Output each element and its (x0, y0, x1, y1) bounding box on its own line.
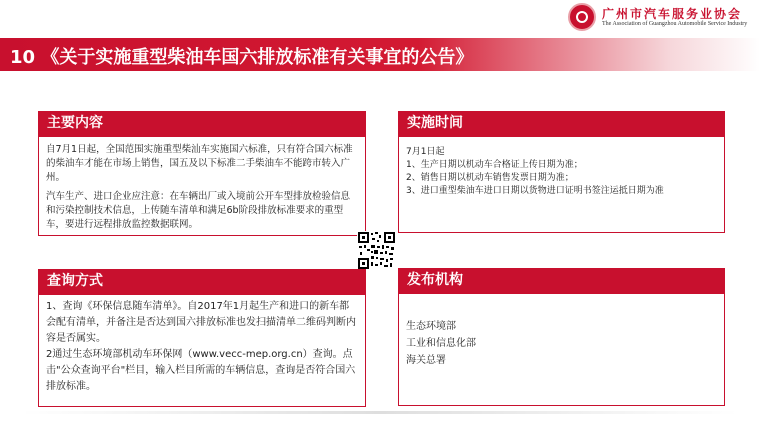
query-heading: 查询方式 (38, 269, 366, 294)
title-bar (0, 38, 760, 71)
query-paragraph: 1、查询《环保信息随车清单》。自2017年1月起生产和进口的新车都会配有清单，并备注是否达到国六排放标准也发扫描清单二维码判断内容是否属实。 (46, 301, 356, 344)
main-content-paragraph: 汽车生产、进口企业应注意：在车辆出厂或入境前公开车型排放检验信息和污染控制技术信息，上传随车清单和满足6b阶段排放标准要求的重型车，要进行远程排放监控数据联网。 (46, 191, 351, 230)
publisher-org: 工业和信息化部 (406, 338, 476, 349)
schedule-body (398, 136, 725, 233)
schedule-line: 1、生产日期以机动车合格证上传日期为准； (406, 160, 583, 170)
page-title: 10 《关于实施重型柴油车国六排放标准有关事宜的公告》 (10, 47, 474, 68)
qr-code (357, 231, 396, 270)
main-content-heading: 主要内容 (38, 111, 366, 136)
main-content-body (38, 136, 366, 236)
schedule-heading: 实施时间 (398, 111, 725, 136)
org-name-en: The Association of Guangzhou Automobile Service Industry (602, 21, 748, 27)
association-emblem-icon (568, 3, 596, 31)
publisher-panel (398, 268, 725, 406)
schedule-panel (398, 111, 725, 233)
main-content-paragraph: 自7月1日起，全国范围实施重型柴汕车实施国六标准，只有符合国六标准的柴油车才能在市场上销售，国五及以下标准二手柴油车不能跨市转入广州。 (46, 144, 353, 183)
schedule-line: 7月1日起 (406, 147, 445, 157)
association-logo (568, 3, 758, 33)
query-paragraph: 2通过生态环境部机动车环保网（www.vecc-mep.org.cn）查询。点击"公众查询平台"栏目，输入栏目所需的车辆信息，查询是否符合国六排放标准。 (46, 349, 356, 392)
schedule-line: 3、进口重型柴油车进口日期以货物进口证明书签注运抵日期为准 (406, 186, 664, 196)
schedule-line: 2、销售日期以机动车销售发票日期为准； (406, 173, 574, 183)
org-name-cn: 广州市汽车服务业协会 (602, 7, 743, 21)
publisher-body (398, 293, 725, 406)
publisher-org: 海关总署 (406, 355, 446, 366)
query-panel (38, 269, 366, 407)
main-content-panel (38, 111, 366, 236)
publisher-org: 生态环境部 (406, 321, 456, 332)
publisher-heading: 发布机构 (398, 268, 725, 293)
query-body (38, 294, 366, 407)
footer-divider (22, 411, 738, 414)
